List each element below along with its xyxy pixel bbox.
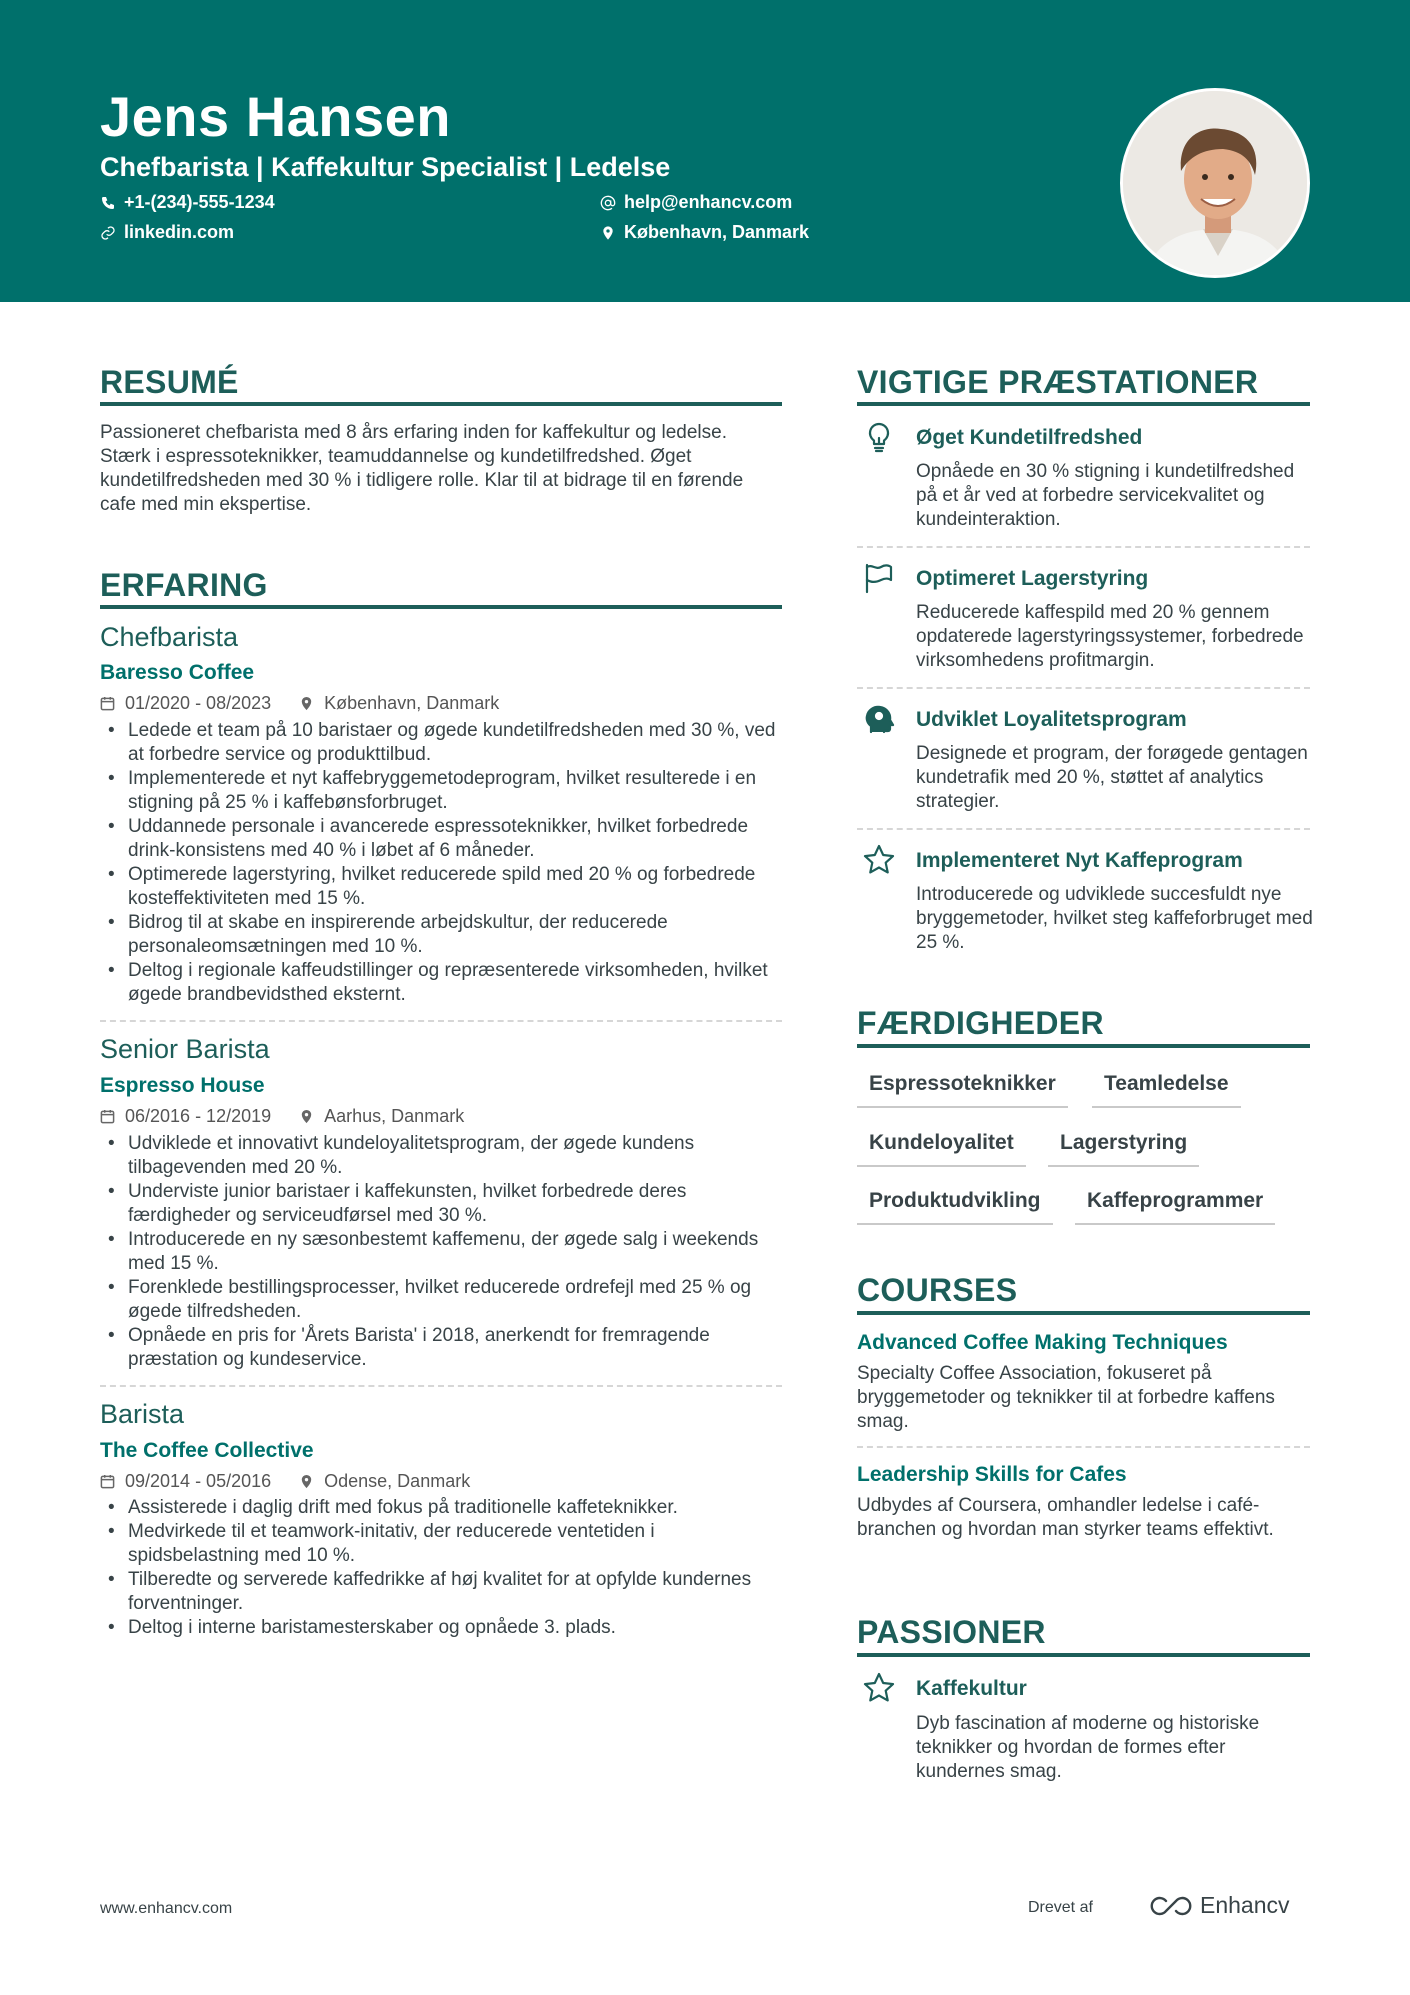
divider bbox=[100, 1385, 782, 1387]
achievement-text: Reducerede kaffespild med 20 % gennem opdaterede lagerstyringssystemer, forbedrede virksomhedens profitmargin. bbox=[916, 602, 1304, 671]
job-company: The Coffee Collective bbox=[100, 1439, 314, 1462]
bullet-item: • Udviklede et innovativt kundeloyalitetsprogram, der øgede kundens tilbagevenden med 20 %. bbox=[100, 1132, 780, 1180]
bullet-item: • Deltog i regionale kaffeudstillinger og repræsenterede virksomheden, hvilket øgede brandbevidsthed eksternt. bbox=[100, 959, 780, 1007]
course-title: Advanced Coffee Making Techniques bbox=[857, 1331, 1228, 1354]
location-pin-icon bbox=[600, 225, 616, 241]
divider bbox=[857, 1446, 1310, 1448]
achievement-text: Designede et program, der forøgede gentagen kundetrafik med 20 %, støttet af analytics strategier. bbox=[916, 743, 1308, 812]
skill-tag: Kaffeprogrammer bbox=[1075, 1189, 1275, 1225]
location-pin-icon bbox=[299, 1109, 314, 1124]
job-company: Espresso House bbox=[100, 1074, 265, 1097]
job-title: Chefbarista bbox=[100, 622, 239, 652]
skills-rule bbox=[857, 1044, 1310, 1048]
summary-text: Passioneret chefbarista med 8 års erfaring inden for kaffekultur og ledelse. Stærk i espressoteknikker, teamuddannelse og kundetilfredshed. Øget kundetilfredsheden med 30 % i tidligere rolle. Klar til at bidrage til en førende cafe med min ekspertise. bbox=[100, 422, 744, 515]
skill-tag: Teamledelse bbox=[1092, 1072, 1241, 1108]
courses-heading: COURSES bbox=[857, 1272, 1018, 1308]
achievements-heading: VIGTIGE PRÆSTATIONER bbox=[857, 364, 1259, 400]
skill-tag: Espressoteknikker bbox=[857, 1072, 1068, 1108]
passions-heading: PASSIONER bbox=[857, 1614, 1046, 1650]
star-icon bbox=[862, 1671, 896, 1705]
achievement-title: Øget Kundetilfredshed bbox=[916, 426, 1143, 449]
bullet-item: • Opnåede en pris for 'Årets Barista' i 2018, anerkendt for fremragende præstation og kundeservice. bbox=[100, 1324, 780, 1372]
course-title: Leadership Skills for Cafes bbox=[857, 1463, 1127, 1486]
job-meta bbox=[100, 1471, 470, 1492]
contact-linkedin[interactable] bbox=[100, 222, 234, 243]
at-icon bbox=[600, 195, 616, 211]
linkedin-text: linkedin.com bbox=[124, 222, 235, 242]
bullet-item: • Bidrog til at skabe en inspirerende arbejdskultur, der reducerede personaleomsætningen med 10 %. bbox=[100, 911, 780, 959]
divider bbox=[857, 546, 1310, 548]
enhancv-logo-icon bbox=[1146, 1893, 1192, 1919]
job-location-wrap bbox=[299, 693, 499, 714]
bullet-item: • Optimerede lagerstyring, hvilket reducerede spild med 20 % og forbedrede kosteffektiviteten med 15 %. bbox=[100, 863, 780, 911]
bullet-item: • Tilberedte og serverede kaffedrikke af høj kvalitet for at opfylde kundernes forventninger. bbox=[100, 1568, 780, 1616]
job-meta bbox=[100, 1106, 464, 1127]
job-title: Senior Barista bbox=[100, 1034, 270, 1064]
divider bbox=[857, 687, 1310, 689]
contact-email[interactable] bbox=[600, 192, 792, 213]
divider bbox=[100, 1020, 782, 1022]
divider bbox=[857, 828, 1310, 830]
summary-heading: RESUMÉ bbox=[100, 364, 239, 400]
footer-powered-by: Drevet af bbox=[1028, 1899, 1093, 1916]
candidate-title: Chefbarista | Kaffekultur Specialist | Ledelse bbox=[100, 152, 671, 182]
avatar-portrait-icon bbox=[1123, 91, 1310, 278]
course-text: Specialty Coffee Association, fokuseret på bryggemetoder og teknikker til at forbedre kaffens smag. bbox=[857, 1363, 1275, 1432]
job-bullets bbox=[100, 719, 780, 1007]
courses-rule bbox=[857, 1311, 1310, 1315]
bullet-item: • Assisterede i daglig drift med fokus på traditionelle kaffeteknikker. bbox=[100, 1496, 780, 1520]
passion-title: Kaffekultur bbox=[916, 1677, 1027, 1700]
calendar-icon bbox=[100, 1474, 115, 1489]
location-text: København, Danmark bbox=[624, 222, 810, 242]
flag-icon bbox=[862, 561, 896, 595]
footer-brand: Enhancv bbox=[1200, 1892, 1290, 1918]
location-pin-icon bbox=[299, 696, 314, 711]
skills-heading: FÆRDIGHEDER bbox=[857, 1005, 1104, 1041]
lightbulb-icon bbox=[862, 420, 896, 454]
head-gear-icon bbox=[862, 702, 896, 736]
contact-location bbox=[600, 222, 809, 243]
achievements-rule bbox=[857, 402, 1310, 406]
skill-tag: Lagerstyring bbox=[1048, 1131, 1199, 1167]
job-dates: 01/2020 - 08/2023 bbox=[125, 693, 272, 713]
calendar-icon bbox=[100, 696, 115, 711]
bullet-item: • Introducerede en ny sæsonbestemt kaffemenu, der øgede salg i weekends med 15 %. bbox=[100, 1228, 780, 1276]
phone-icon bbox=[100, 195, 116, 211]
enhancv-logo[interactable] bbox=[1146, 1892, 1290, 1919]
job-location-wrap bbox=[299, 1106, 464, 1127]
achievement-text: Opnåede en 30 % stigning i kundetilfredshed på et år ved at forbedre servicekvalitet og kundeinteraktion. bbox=[916, 461, 1295, 530]
summary-rule bbox=[100, 402, 782, 406]
phone-text: +1-(234)-555-1234 bbox=[124, 192, 275, 212]
job-dates: 09/2014 - 05/2016 bbox=[125, 1471, 272, 1491]
bullet-item: • Uddannede personale i avancerede espressoteknikker, hvilket forbedrede drink-konsistens med 40 % i løbet af 6 måneder. bbox=[100, 815, 780, 863]
contact-phone[interactable] bbox=[100, 192, 275, 213]
bullet-item: • Forenklede bestillingsprocesser, hvilket reducerede ordrefejl med 25 % og øgede tilfredsheden. bbox=[100, 1276, 780, 1324]
job-title: Barista bbox=[100, 1399, 185, 1429]
job-dates: 06/2016 - 12/2019 bbox=[125, 1106, 272, 1126]
location-pin-icon bbox=[299, 1474, 314, 1489]
course-text: Udbydes af Coursera, omhandler ledelse i café-branchen og hvordan man styrker teams effektivt. bbox=[857, 1495, 1274, 1540]
bullet-item: • Implementerede et nyt kaffebryggemetodeprogram, hvilket resulterede i en stigning på 25 % i kaffebønsforbruget. bbox=[100, 767, 780, 815]
job-location: Odense, Danmark bbox=[324, 1471, 471, 1491]
job-location: Aarhus, Danmark bbox=[324, 1106, 465, 1126]
bullet-item: • Medvirkede til et teamwork-initativ, der reducerede ventetiden i spidsbelastning med 10 %. bbox=[100, 1520, 780, 1568]
star-icon bbox=[862, 843, 896, 877]
email-text: help@enhancv.com bbox=[624, 192, 793, 212]
achievement-title: Udviklet Loyalitetsprogram bbox=[916, 708, 1187, 731]
bullet-item: • Ledede et team på 10 baristaer og øgede kundetilfredsheden med 30 %, ved at forbedre service og produkttilbud. bbox=[100, 719, 780, 767]
achievement-title: Optimeret Lagerstyring bbox=[916, 567, 1149, 590]
bullet-item: • Deltog i interne baristamesterskaber og opnåede 3. plads. bbox=[100, 1616, 780, 1640]
achievement-text: Introducerede og udviklede succesfuldt nye bryggemetoder, hvilket steg kaffeforbruget med 25 %. bbox=[916, 884, 1313, 953]
passions-rule bbox=[857, 1653, 1310, 1657]
header bbox=[0, 0, 1410, 302]
passion-text: Dyb fascination af moderne og historiske teknikker og hvordan de formes efter kundernes smag. bbox=[916, 1713, 1260, 1782]
avatar bbox=[1120, 88, 1310, 278]
experience-heading: ERFARING bbox=[100, 567, 268, 603]
job-location-wrap bbox=[299, 1471, 470, 1492]
skill-tag: Produktudvikling bbox=[857, 1189, 1053, 1225]
link-icon bbox=[100, 225, 116, 241]
job-bullets bbox=[100, 1496, 780, 1640]
candidate-name: Jens Hansen bbox=[100, 85, 451, 148]
job-meta bbox=[100, 693, 499, 714]
calendar-icon bbox=[100, 1109, 115, 1124]
experience-rule bbox=[100, 605, 782, 609]
achievement-title: Implementeret Nyt Kaffeprogram bbox=[916, 849, 1243, 872]
job-bullets bbox=[100, 1132, 780, 1372]
bullet-item: • Underviste junior baristaer i kaffekunsten, hvilket forbedrede deres færdigheder og serviceudførsel med 30 %. bbox=[100, 1180, 780, 1228]
job-location: København, Danmark bbox=[324, 693, 500, 713]
skill-tag: Kundeloyalitet bbox=[857, 1131, 1026, 1167]
job-company: Baresso Coffee bbox=[100, 661, 255, 684]
footer-url[interactable]: www.enhancv.com bbox=[100, 1900, 233, 1917]
